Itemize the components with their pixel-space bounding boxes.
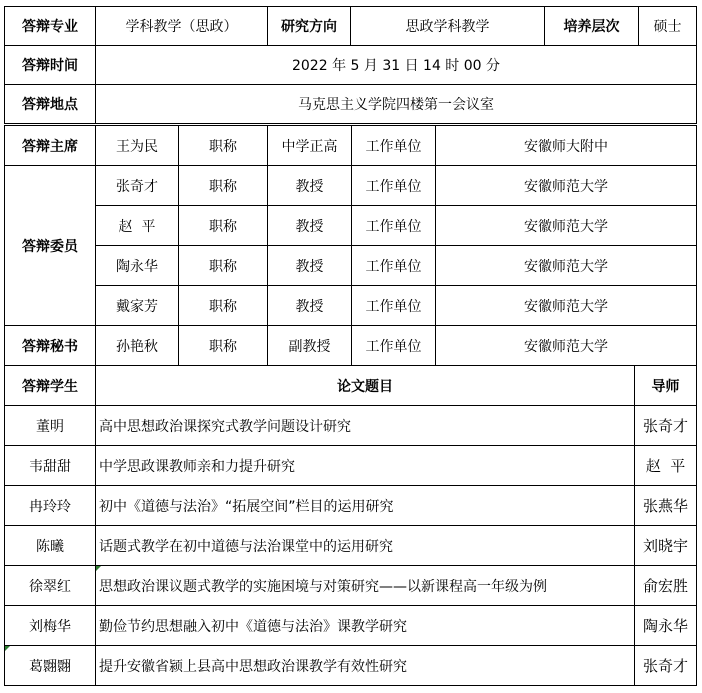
student-name: 冉玲玲: [5, 486, 96, 526]
secretary-title: 副教授: [268, 326, 352, 366]
advisor-header: 导师: [635, 366, 697, 406]
member-row: [5, 246, 697, 286]
advisor-name: 刘晓宇: [635, 526, 697, 566]
student-name: 葛翾翾: [5, 646, 96, 686]
level-label: 培养层次: [545, 7, 639, 46]
thesis-row: [5, 566, 697, 606]
member-unit: 安徽师范大学: [436, 246, 697, 286]
title-label: 职称: [179, 126, 268, 166]
member-row: [5, 286, 697, 326]
unit-label: 工作单位: [352, 126, 436, 166]
member-title: 教授: [268, 246, 352, 286]
thesis-title: 勤俭节约思想融入初中《道德与法治》课教学研究: [96, 606, 635, 646]
student-name: 刘梅华: [5, 606, 96, 646]
unit-label: 工作单位: [352, 166, 436, 206]
thesis-title: 话题式教学在初中道德与法治课堂中的运用研究: [96, 526, 635, 566]
unit-label: 工作单位: [352, 246, 436, 286]
member-unit: 安徽师范大学: [436, 166, 697, 206]
member-row: [5, 166, 697, 206]
student-name: 董明: [5, 406, 96, 446]
chair-label: 答辩主席: [5, 126, 96, 166]
member-title: 教授: [268, 286, 352, 326]
time-label: 答辩时间: [5, 46, 96, 85]
thesis-row: [5, 486, 697, 526]
secretary-label: 答辩秘书: [5, 326, 96, 366]
place-value: 马克思主义学院四楼第一会议室: [96, 85, 697, 124]
thesis-title: 高中思想政治课探究式教学问题设计研究: [96, 406, 635, 446]
direction-label: 研究方向: [268, 7, 351, 46]
unit-label: 工作单位: [352, 206, 436, 246]
thesis-title: 思想政治课议题式教学的实施困境与对策研究——以新课程高一年级为例: [96, 566, 635, 606]
members-label: 答辩委员: [5, 166, 96, 326]
chair-title: 中学正高: [268, 126, 352, 166]
cell-indicator-icon: [96, 566, 101, 571]
secretary-name: 孙艳秋: [96, 326, 179, 366]
committee-table: [4, 125, 697, 366]
chair-row: [5, 126, 697, 166]
member-name: 陶永华: [96, 246, 179, 286]
thesis-title: 初中《道德与法治》“拓展空间”栏目的运用研究: [96, 486, 635, 526]
student-name: 韦甜甜: [5, 446, 96, 486]
chair-unit: 安徽师大附中: [436, 126, 697, 166]
thesis-header-row: [5, 366, 697, 406]
title-header: 论文题目: [96, 366, 635, 406]
advisor-name: 张奇才: [635, 406, 697, 446]
member-row: [5, 206, 697, 246]
time-value: 2022 年 5 月 31 日 14 时 00 分: [96, 46, 697, 85]
major-label: 答辩专业: [5, 7, 96, 46]
title-label: 职称: [179, 326, 268, 366]
member-name: 赵 平: [96, 206, 179, 246]
secretary-unit: 安徽师范大学: [436, 326, 697, 366]
chair-name: 王为民: [96, 126, 179, 166]
thesis-title: 提升安徽省颍上县高中思想政治课教学有效性研究: [96, 646, 635, 686]
advisor-name: 陶永华: [635, 606, 697, 646]
level-value: 硕士: [639, 7, 697, 46]
advisor-name: 赵 平: [635, 446, 697, 486]
member-name: 张奇才: [96, 166, 179, 206]
unit-label: 工作单位: [352, 286, 436, 326]
student-header: 答辩学生: [5, 366, 96, 406]
title-label: 职称: [179, 286, 268, 326]
direction-value: 思政学科教学: [351, 7, 545, 46]
place-label: 答辩地点: [5, 85, 96, 124]
student-name: 徐翠红: [5, 566, 96, 606]
thesis-row: [5, 646, 697, 686]
major-value: 学科教学（思政）: [96, 7, 268, 46]
advisor-name: 张燕华: [635, 486, 697, 526]
advisor-name: 俞宏胜: [635, 566, 697, 606]
advisor-name: 张奇才: [635, 646, 697, 686]
thesis-row: [5, 406, 697, 446]
member-title: 教授: [268, 206, 352, 246]
student-name: 陈曦: [5, 526, 96, 566]
member-title: 教授: [268, 166, 352, 206]
thesis-row: [5, 606, 697, 646]
thesis-title: 中学思政课教师亲和力提升研究: [96, 446, 635, 486]
unit-label: 工作单位: [352, 326, 436, 366]
title-label: 职称: [179, 246, 268, 286]
cell-indicator-icon: [5, 646, 10, 651]
member-name: 戴家芳: [96, 286, 179, 326]
thesis-table: [4, 365, 697, 686]
defense-info-table: [4, 6, 697, 124]
thesis-row: [5, 526, 697, 566]
thesis-row: [5, 446, 697, 486]
title-label: 职称: [179, 166, 268, 206]
secretary-row: [5, 326, 697, 366]
member-unit: 安徽师范大学: [436, 206, 697, 246]
title-label: 职称: [179, 206, 268, 246]
member-unit: 安徽师范大学: [436, 286, 697, 326]
